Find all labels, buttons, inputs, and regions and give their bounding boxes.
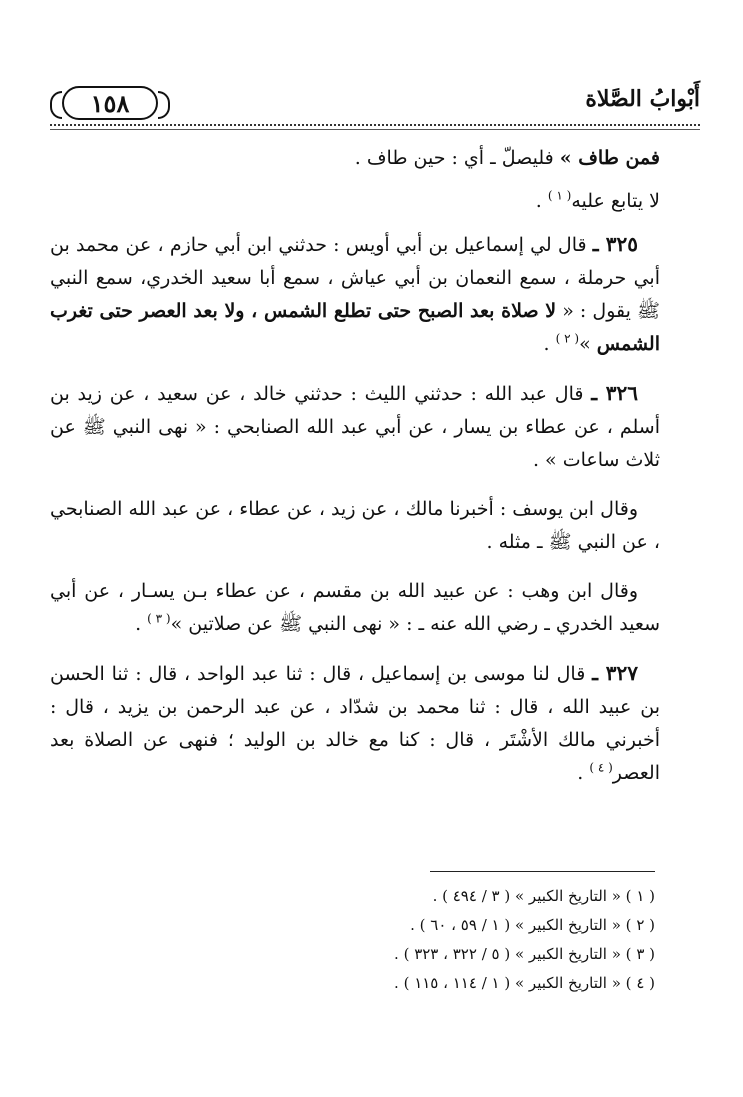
hadith-text-bold: لا صلاة بعد الصبح حتى تطلع الشمس ، ولا بعد العصر حتى تغرب الشمس [50, 300, 660, 355]
text-run: وقال ابن وهب : عن عبيد الله بن مقسم ، عن عطاء بـن يسـار ، عن أبي سعيد الخدري ـ رضي الله عنه ـ : « نهى النبي ﷺ عن صلاتين » [50, 580, 660, 635]
footnote-ref: ( ٤ ) [589, 760, 613, 775]
hadith-number: ٣٢٧ ـ [592, 661, 639, 685]
text-run: . [543, 333, 556, 355]
hadith-number: ٣٢٦ ـ [591, 381, 638, 405]
footnote-ref: ( ١ ) [547, 188, 572, 203]
text-run: . [577, 762, 590, 784]
page-header [50, 72, 700, 132]
footnote-ref: ( ٢ ) [555, 331, 580, 346]
text-run: . [135, 613, 148, 635]
page-number-frame [62, 86, 158, 120]
text-run: » [579, 333, 597, 355]
footnote-3: ( ٣ ) « التاريخ الكبير » ( ٥ / ٣٢٢ ، ٣٢٣ ) . [394, 945, 655, 963]
page-number: ١٥٨ [90, 88, 130, 118]
text-run: قال لنا موسى بن إسماعيل ، قال : ثنا عبد الواحد ، قال : ثنا الحسن بن عبيد الله ، قال : ثنا محمد بن شدّاد ، عن عبد الرحمن بن يزيد ، قال : أخبرني مالك الأشْتَر ، قال : كنا مع خالد بن الوليد ؛ فنهى عن الصلاة بعد العصر [50, 663, 660, 784]
footnote-4: ( ٤ ) « التاريخ الكبير » ( ١ / ١١٤ ، ١١٥ ) . [394, 974, 655, 992]
paragraph [50, 657, 660, 790]
hadith-text-bold: فمن طاف » [559, 147, 660, 169]
header-rule [50, 124, 700, 130]
text-run: وقال ابن يوسف : أخبرنا مالك ، عن زيد ، عن عطاء ، عن عبد الله الصنابحي ، عن النبي ﷺ ـ مثله . [50, 498, 660, 553]
hadith-number: ٣٢٥ ـ [592, 232, 638, 256]
text-run: لا يتابع عليه [571, 190, 660, 212]
paragraph [50, 575, 660, 641]
paragraph [50, 185, 660, 218]
paragraph [50, 493, 660, 559]
text-run: . [535, 190, 548, 212]
text-run: قال عبد الله : حدثني الليث : حدثني خالد ، عن سعيد ، عن زيد بن أسلم ، عن عطاء بن يسار ، عن أبي عبد الله الصنابحي : « نهى النبي ﷺ عن ثلاث ساعات » . [50, 383, 660, 471]
footnote-separator [430, 871, 655, 872]
text-run: قال لي إسماعيل بن أبي أويس : حدثني ابن أبي حازم ، عن محمد بن أبي حرملة ، سمع النعمان بن أبي عياش ، سمع أبا سعيد الخدري، سمع النبي ﷺ يقول : « [50, 234, 661, 322]
footnote-2: ( ٢ ) « التاريخ الكبير » ( ١ / ٥٩ ، ٦٠ ) . [410, 916, 655, 934]
footnote-ref: ( ٣ ) [147, 611, 171, 626]
text-run: فليصلّ ـ أي : حين طاف . [354, 147, 560, 169]
footnote-1: ( ١ ) « التاريخ الكبير » ( ٣ / ٤٩٤ ) . [432, 887, 655, 905]
running-title: أَبْوابُ الصَّلاة [585, 86, 700, 112]
main-text [50, 142, 660, 806]
paragraph [50, 377, 660, 477]
paragraph [50, 228, 660, 361]
footnotes [200, 882, 655, 998]
paragraph [50, 142, 660, 175]
